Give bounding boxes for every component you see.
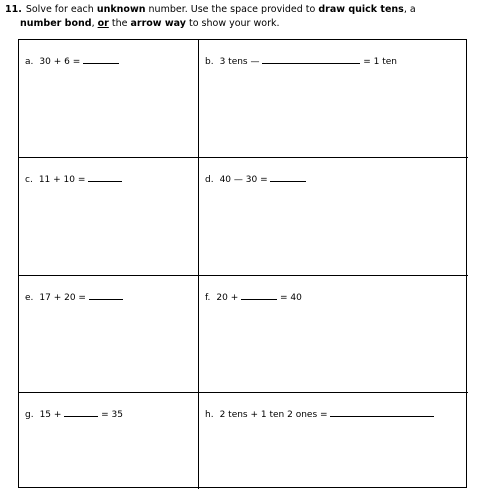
problem-a[interactable]: a. 30 + 6 = xyxy=(19,40,199,158)
problem-g[interactable]: g. 15 + = 35 xyxy=(19,393,199,489)
answer-blank-a[interactable] xyxy=(83,54,119,64)
problem-e[interactable]: e. 17 + 20 = xyxy=(19,276,199,393)
answer-blank-d[interactable] xyxy=(270,172,306,182)
problem-h[interactable]: h. 2 tens + 1 ten 2 ones = xyxy=(199,393,468,489)
instructions: 11. Solve for each unknown number. Use the space provided to draw quick tens, a number bond, or the arrow way to show your work. xyxy=(5,4,416,29)
problem-c[interactable]: c. 11 + 10 = xyxy=(19,158,199,276)
problem-f[interactable]: f. 20 + = 40 xyxy=(199,276,468,393)
problem-grid xyxy=(18,39,467,488)
problem-b[interactable]: b. 3 tens — = 1 ten xyxy=(199,40,468,158)
answer-blank-g[interactable] xyxy=(64,407,98,417)
question-number: 11. xyxy=(5,4,22,15)
answer-blank-e[interactable] xyxy=(89,290,123,300)
answer-blank-b[interactable] xyxy=(262,54,360,64)
answer-blank-f[interactable] xyxy=(241,290,277,300)
problem-d[interactable]: d. 40 — 30 = xyxy=(199,158,468,276)
answer-blank-c[interactable] xyxy=(88,172,122,182)
answer-blank-h[interactable] xyxy=(330,407,434,417)
